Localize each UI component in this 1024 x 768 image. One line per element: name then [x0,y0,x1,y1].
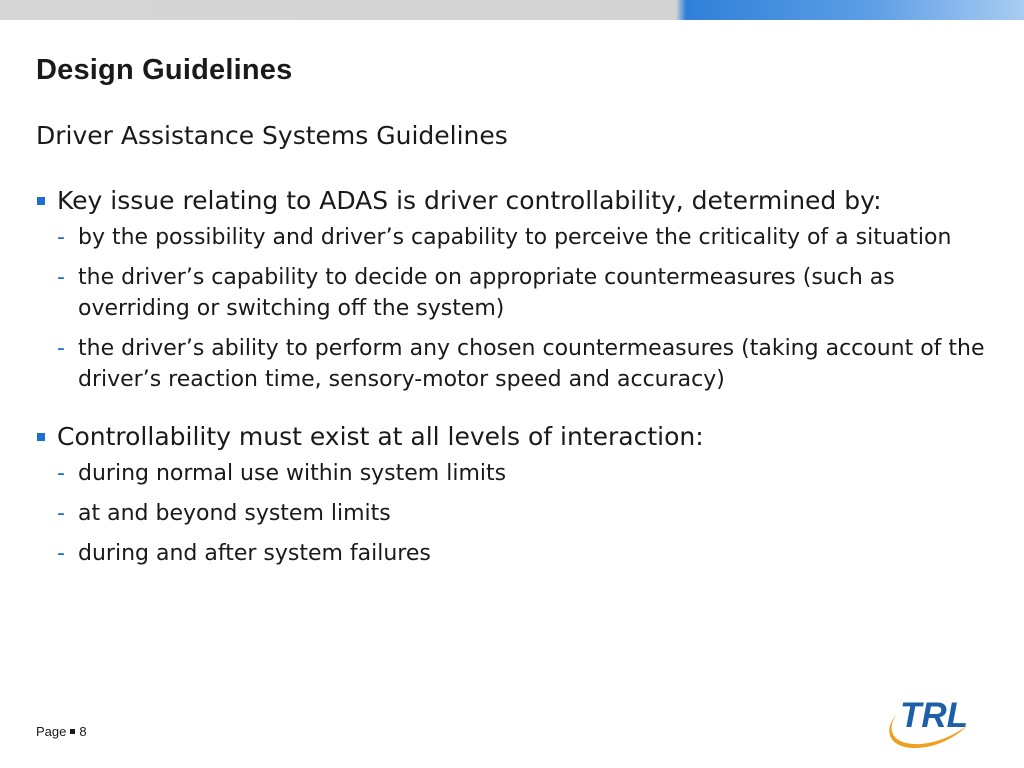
bullet-item [36,185,996,216]
top-banner [0,0,1024,20]
trl-logo [883,688,993,750]
square-bullet-icon [37,433,45,441]
sub-bullet-item [36,498,996,529]
sub-bullet-text: during and after system failures [78,541,431,566]
logo-text: TRL [900,696,969,735]
sub-bullet-item [36,262,996,324]
sub-bullet-item [36,222,996,253]
footer-separator-icon [70,729,75,734]
square-bullet-icon [37,197,45,205]
page-label: Page [36,724,67,739]
sub-bullet-text: the driver’s capability to decide on appropriate countermeasures (such as overriding or switching off the system) [78,265,895,321]
sub-bullet-item [36,458,996,489]
sub-bullet-item [36,333,996,395]
bullet-item [36,421,996,452]
bullet-text: Key issue relating to ADAS is driver controllability, determined by: [57,186,882,215]
sub-bullet-text: during normal use within system limits [78,461,507,486]
dash-bullet-icon: - [57,461,65,486]
slide-content [36,185,996,578]
page-number: 8 [79,724,87,739]
dash-bullet-icon: - [57,225,65,250]
dash-bullet-icon: - [57,336,65,361]
sub-bullet-text: the driver’s ability to perform any chosen countermeasures (taking account of the driver’s reaction time, sensory-motor speed and accuracy) [78,336,985,392]
slide-title: Design Guidelines [36,54,293,86]
sub-bullet-text: at and beyond system limits [78,501,391,526]
sub-bullet-item [36,538,996,569]
slide-subtitle: Driver Assistance Systems Guidelines [36,121,508,150]
page-footer [36,724,87,739]
section-spacer [36,404,996,421]
dash-bullet-icon: - [57,541,65,566]
bullet-text: Controllability must exist at all levels of interaction: [57,422,704,451]
sub-bullet-text: by the possibility and driver’s capability to perceive the criticality of a situation [78,225,952,250]
dash-bullet-icon: - [57,501,65,526]
dash-bullet-icon: - [57,265,65,290]
